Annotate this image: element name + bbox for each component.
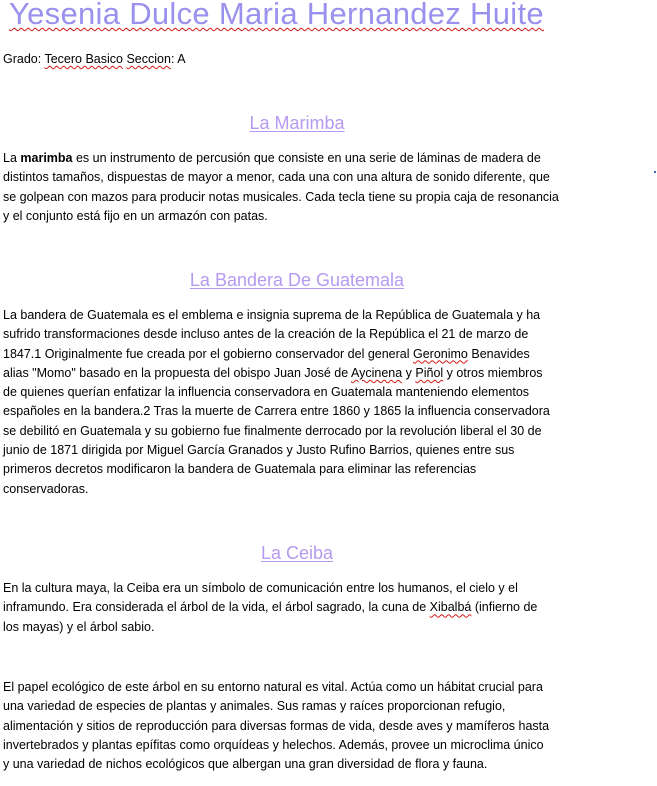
bold-term: marimba [20,151,73,165]
paragraph-line: de quienes querían enfatizar la influencia conservadora en Guatemala manteniendo elementos [3,385,530,400]
paragraph-ceiba-2 [3,678,595,774]
paragraph-line: distintos tamaños, dispuestas de mayor a menor, cada una con una altura de sonido diferente, que [3,170,550,185]
spellcheck-word: Geronimo [413,346,468,361]
heading-bandera: La Bandera De Guatemala [189,270,405,290]
paragraph-line: y el conjunto está fijo en un armazón con patas. [3,208,268,223]
paragraph-line: primeros decretos modificaron la bandera de Guatemala para eliminar las referencias [3,462,477,477]
paragraph-bandera [3,306,595,499]
spellcheck-word: Aycinena [351,365,403,380]
paragraph-line: alias "Momo" basado en la propuesta del obispo Juan José de Aycinena y Piñol y otros miembros [3,365,543,380]
paragraph-line: invertebrados y plantas epífitas como orquídeas y helechos. Además, provee un microclima único [3,737,544,752]
paragraph-line: En la cultura maya, la Ceiba era un símbolo de comunicación entre los humanos, el cielo y el [3,581,518,595]
paragraph-line: junio de 1871 dirigida por Miguel García Granados y Justo Rufino Barrios, quienes entre sus [3,443,515,458]
spellcheck-word: Xibalbá [429,600,472,615]
paragraph-ceiba-1 [3,579,595,637]
paragraph-line: conservadoras. [3,481,89,496]
paragraph-line: los mayas) y el árbol sabio. [3,619,155,634]
heading-ceiba: La Ceiba [260,543,334,563]
paragraph-line: El papel ecológico de este árbol en su entorno natural es vital. Actúa como un hábitat crucial para [3,680,543,694]
paragraph-line: se debilitó en Guatemala y su gobierno fue finalmente derrocado por la revolución liberal el 30 de [3,423,542,438]
paragraph-line: españoles en la bandera.2 Tras la muerte de Carrera entre 1860 y 1865 la influencia conservadora [3,404,550,419]
paragraph-line: y una variedad de nichos ecológicos que albergan una gran diversidad de flora y fauna. [3,757,488,772]
paragraph-line: La marimba es un instrumento de percusión que consiste en una serie de láminas de madera de [3,151,541,165]
grade-line [3,52,186,66]
paragraph-line: sufrido transformaciones desde incluso antes de la creación de la República el 21 de marzo de [3,327,529,342]
paragraph-line: La bandera de Guatemala es el emblema e insignia suprema de la República de Guatemala y ha [3,308,541,322]
heading-marimba: La Marimba [249,113,345,133]
paragraph-line: alimentación y sitios de reproducción para diversas formas de vida, desde aves y mamíferos hasta [3,718,550,733]
paragraph-line: se golpean con mazos para producir notas musicales. Cada tecla tiene su propia caja de resonancia [3,189,559,204]
author-name: Yesenia Dulce Maria Hernandez Huite [9,0,544,31]
grade-prefix: Grado: [3,52,45,66]
spellcheck-word: Piñol [415,365,444,380]
paragraph-marimba [3,149,595,226]
paragraph-line: inframundo. Era considerada el árbol de la vida, el árbol sagrado, la cuna de Xibalbá (infierno de [3,600,538,615]
grade-value: Tecero Basico [44,52,123,66]
section-value: : A [170,52,186,66]
section-label: Seccion [126,52,171,66]
margin-mark [654,171,656,173]
paragraph-line: 1847.1 Originalmente fue creada por el gobierno conservador del general Geronimo Benavides [3,346,530,361]
paragraph-line: una variedad de especies de plantas y animales. Sus ramas y raíces proporcionan refugio, [3,699,506,714]
